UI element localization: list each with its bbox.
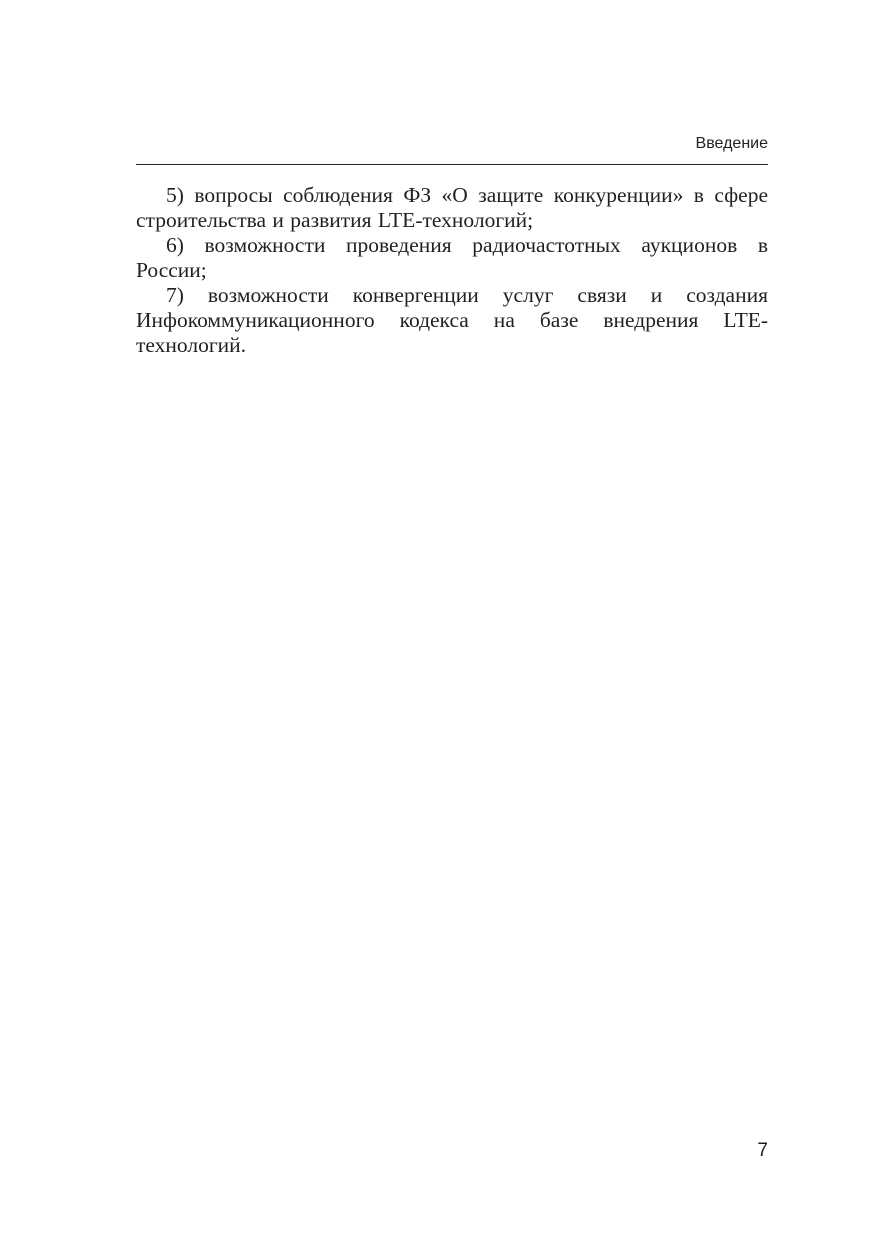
list-item-7: 7) возможности конвергенции услуг связи и создания Инфокоммуникационного кодекса на базе внедрения LTE-технологий. — [136, 283, 768, 357]
page-number: 7 — [757, 1140, 768, 1161]
header-rule — [136, 164, 768, 165]
list-item-5: 5) вопросы соблюдения ФЗ «О защите конкуренции» в сфере строительства и развития LTE-технологий; — [136, 183, 768, 232]
list-item-6: 6) возможности проведения радиочастотных аукционов в России; — [136, 233, 768, 282]
body-text — [136, 183, 768, 358]
running-head-title: Введение — [695, 135, 768, 152]
